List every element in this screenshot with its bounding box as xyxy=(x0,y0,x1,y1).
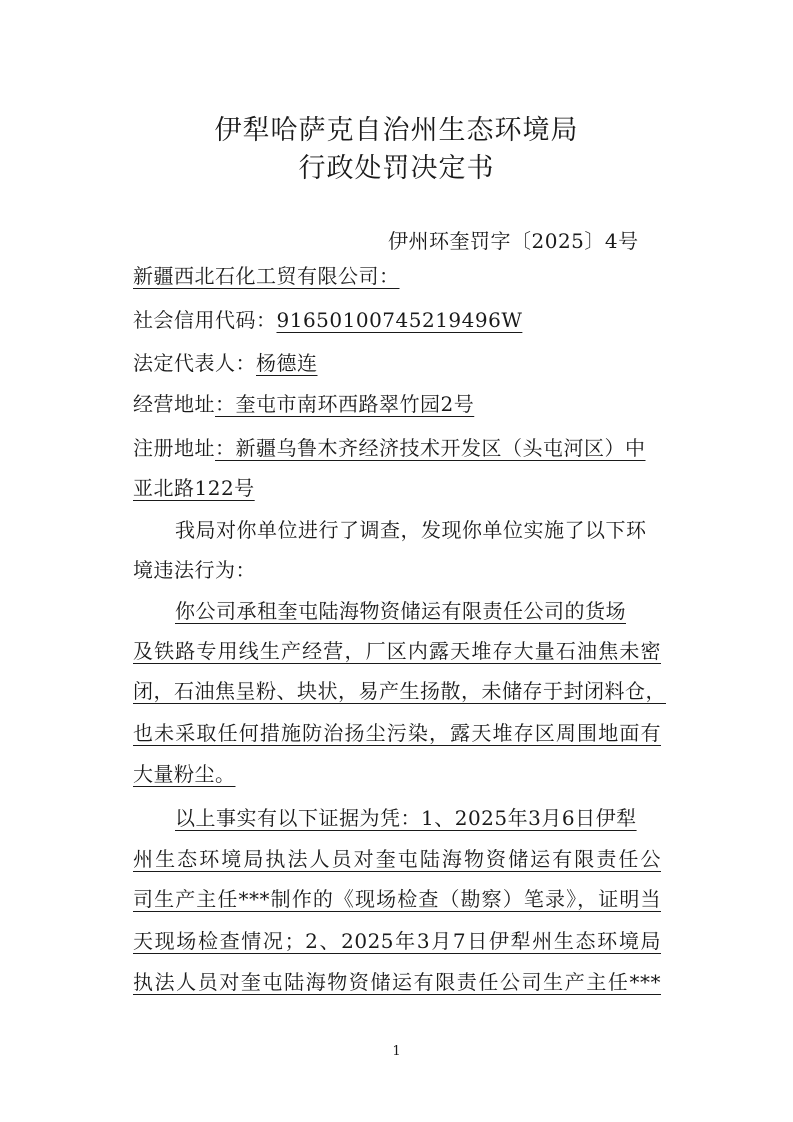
violation-line-4: 也未采取任何措施防治扬尘污染，露天堆存区周围地面有 xyxy=(133,721,661,745)
party-company: 新疆西北石化工贸有限公司： xyxy=(133,264,400,288)
business-address-label: 经营地址 xyxy=(133,392,215,416)
document-title: 伊犁哈萨克自治州生态环境局 xyxy=(214,115,579,146)
intro-line-2: 境违法行为： xyxy=(133,558,256,582)
registered-address-value: ：新疆乌鲁木齐经济技术开发区（头屯河区）中 xyxy=(215,436,646,460)
credit-code-value: 91650100745219496W xyxy=(276,308,523,332)
evidence-line-5: 执法人员对奎屯陆海物资储运有限责任公司生产主任*** xyxy=(133,970,661,994)
legal-rep-label: 法定代表人： xyxy=(133,351,256,375)
violation-line-5: 大量粉尘。 xyxy=(133,762,236,786)
business-address-value: ：奎屯市南环西路翠竹园2号 xyxy=(215,392,475,416)
violation-line-1: 你公司承租奎屯陆海物资储运有限责任公司的货场 xyxy=(175,599,626,623)
intro-line-1: 我局对你单位进行了调查，发现你单位实施了以下环 xyxy=(175,518,647,542)
legal-rep-value: 杨德连 xyxy=(256,351,318,375)
evidence-line-1: 以上事实有以下证据为凭：1、2025年3月6日伊犁 xyxy=(175,806,637,830)
registered-address-cont: 亚北路122号 xyxy=(133,476,255,500)
credit-code-row xyxy=(133,307,522,333)
page-number: 1 xyxy=(392,1044,401,1059)
document-subtitle: 行政处罚决定书 xyxy=(298,153,495,184)
credit-code-label: 社会信用代码： xyxy=(133,308,277,332)
business-address-row xyxy=(133,391,474,417)
registered-address-row xyxy=(133,435,646,461)
evidence-line-2: 州生态环境局执法人员对奎屯陆海物资储运有限责任公 xyxy=(133,847,661,871)
violation-line-2: 及铁路专用线生产经营，厂区内露天堆存大量石油焦未密 xyxy=(133,639,661,663)
evidence-line-3: 司生产主任***制作的《现场检查（勘察）笔录》，证明当 xyxy=(133,887,661,911)
registered-address-label: 注册地址 xyxy=(133,436,215,460)
document-number: 伊州环奎罚字〔2025〕4号 xyxy=(388,229,639,253)
evidence-line-4: 天现场检查情况；2、2025年3月7日伊犁州生态环境局 xyxy=(133,929,661,953)
legal-rep-row xyxy=(133,350,318,376)
violation-line-3: 闭，石油焦呈粉、块状，易产生扬散，未储存于封闭料仓， xyxy=(133,679,666,703)
